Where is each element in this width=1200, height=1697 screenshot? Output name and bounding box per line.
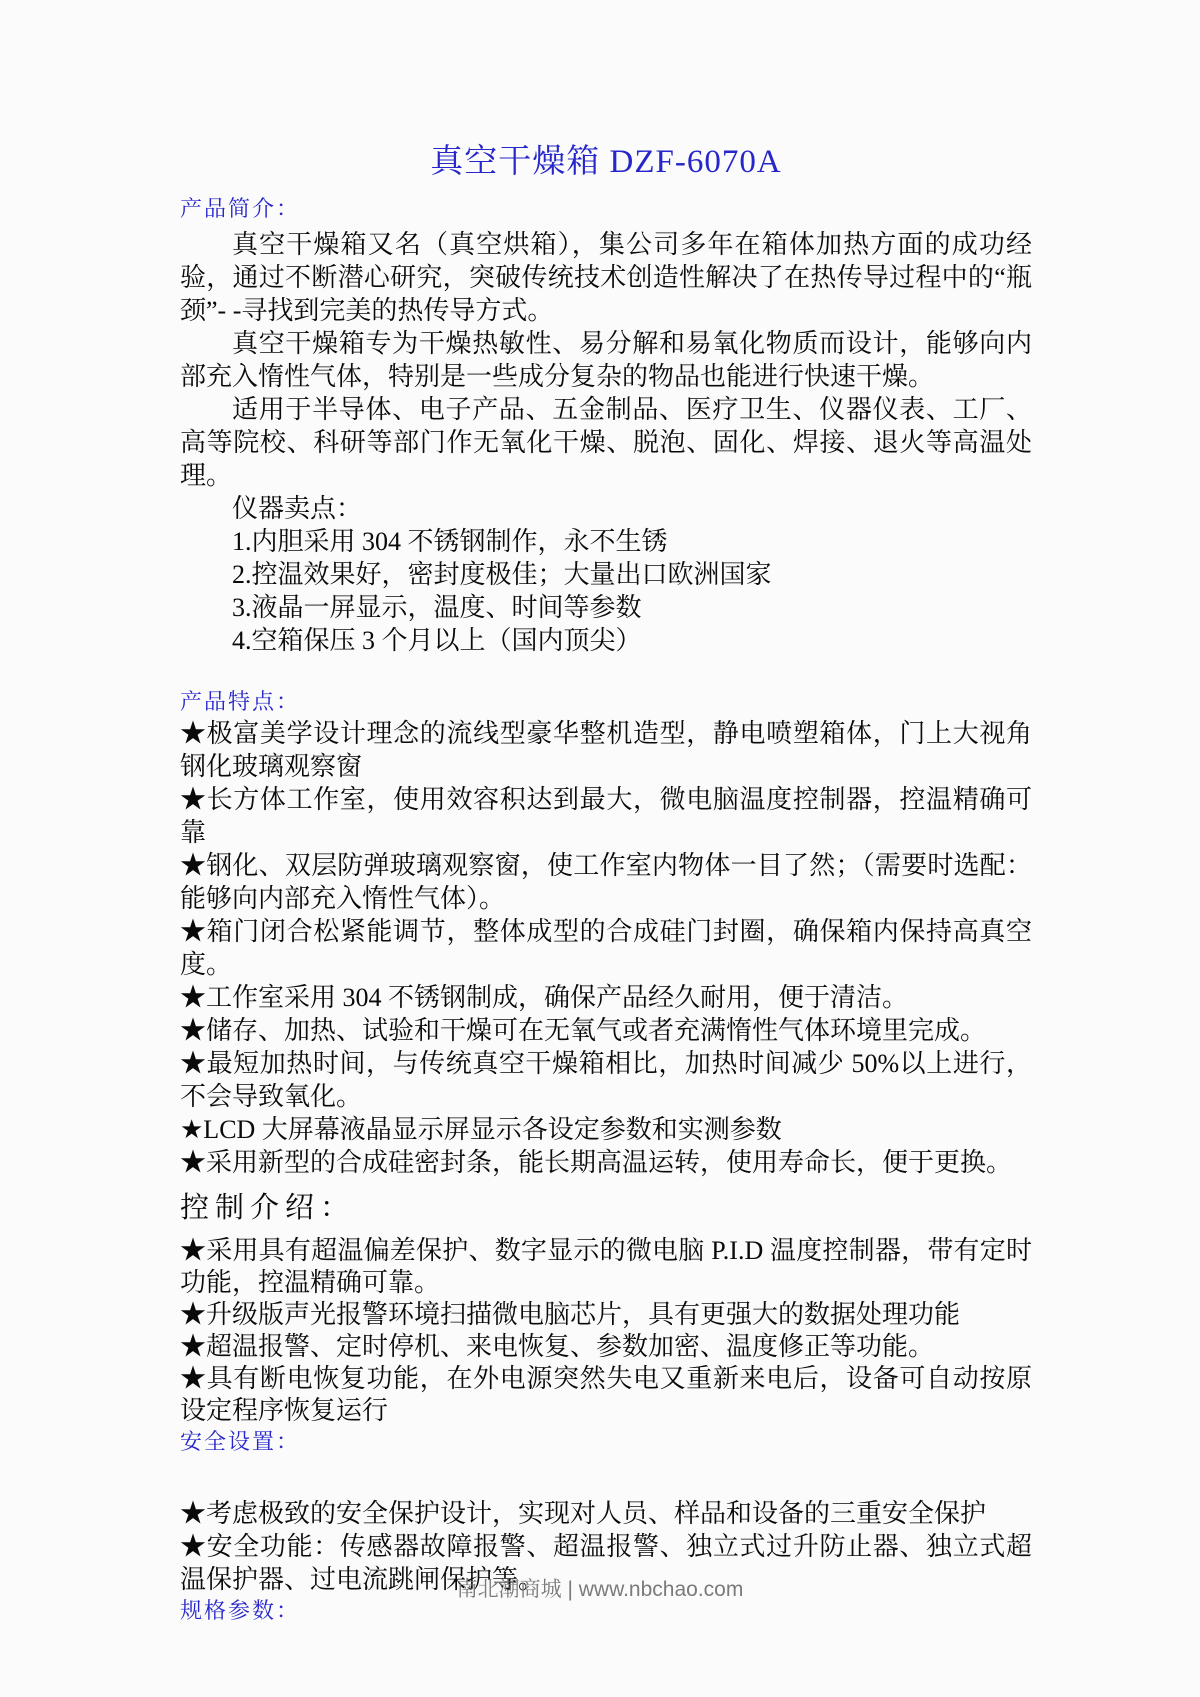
control-item: ★采用具有超温偏差保护、数字显示的微电脑 P.I.D 温度控制器，带有定时功能，控温精确可靠。 [180, 1236, 1032, 1297]
selling-point-item: 4.空箱保压 3 个月以上（国内顶尖） [232, 626, 642, 655]
control-section-heading: 控制介绍： [180, 1192, 356, 1224]
feature-item: ★长方体工作室，使用效容积达到最大，微电脑温度控制器，控温精确可靠 [180, 785, 1032, 847]
feature-item: ★储存、加热、试验和干燥可在无氧气或者充满惰性气体环境里完成。 [180, 1016, 987, 1045]
feature-item: ★极富美学设计理念的流线型豪华整机造型，静电喷塑箱体，门上大视角钢化玻璃观察窗 [180, 719, 1032, 781]
intro-paragraph: 适用于半导体、电子产品、五金制品、医疗卫生、仪器仪表、工厂、高等院校、科研等部门作无氧化干燥、脱泡、固化、焊接、退火等高温处理。 [180, 395, 1032, 490]
feature-item: ★钢化、双层防弹玻璃观察窗，使工作室内物体一目了然；（需要时选配：能够向内部充入惰性气体）。 [180, 851, 1032, 913]
intro-paragraph: 真空干燥箱专为干燥热敏性、易分解和易氧化物质而设计，能够向内部充入惰性气体，特别是一些成分复杂的物品也能进行快速干燥。 [180, 329, 1032, 391]
control-section [180, 1235, 1032, 1427]
selling-points-label: 仪器卖点： [232, 494, 363, 523]
feature-item: ★采用新型的合成硅密封条，能长期高温运转，使用寿命长，便于更换。 [180, 1148, 1013, 1177]
feature-item: ★工作室采用 304 不锈钢制成，确保产品经久耐用，便于清洁。 [180, 983, 909, 1012]
control-item: ★升级版声光报警环境扫描微电脑芯片，具有更强大的数据处理功能 [180, 1300, 961, 1329]
feature-item: ★箱门闭合松紧能调节，整体成型的合成硅门封圈，确保箱内保持高真空度。 [180, 917, 1032, 979]
safety-item: ★安全功能：传感器故障报警、超温报警、独立式过升防止器、独立式超温保护器、过电流跳闸保护等。 [180, 1532, 1032, 1594]
feature-item: ★最短加热时间，与传统真空干燥箱相比，加热时间减少 50%以上进行，不会导致氧化。 [180, 1049, 1032, 1111]
features-section [180, 717, 1032, 1179]
intro-paragraph: 真空干燥箱又名（真空烘箱），集公司多年在箱体加热方面的成功经验，通过不断潜心研究，突破传统技术创造性解决了在热传导过程中的“瓶颈”- -寻找到完美的热传导方式。 [180, 230, 1032, 325]
page-title: 真空干燥箱 DZF-6070A [430, 144, 782, 180]
safety-section-heading: 安全设置： [180, 1429, 301, 1454]
features-section-heading: 产品特点： [180, 689, 301, 714]
intro-section-heading: 产品简介： [180, 196, 301, 221]
selling-point-item: 1.内胆采用 304 不锈钢制作，永不生锈 [232, 527, 668, 556]
feature-item: ★LCD 大屏幕液晶显示屏显示各设定参数和实测参数 [180, 1115, 782, 1144]
intro-section [180, 228, 1032, 657]
document-content [180, 0, 1032, 1626]
selling-point-item: 3.液晶一屏显示，温度、时间等参数 [232, 593, 642, 622]
specs-section-heading: 规格参数： [180, 1598, 301, 1623]
footer-branding: 南北潮商城 | www.nbchao.com [456, 1578, 744, 1601]
control-item: ★超温报警、定时停机、来电恢复、参数加密、温度修正等功能。 [180, 1332, 935, 1361]
selling-point-item: 2.控温效果好，密封度极佳；大量出口欧洲国家 [232, 560, 772, 589]
control-item: ★具有断电恢复功能，在外电源突然失电又重新来电后，设备可自动按原设定程序恢复运行 [180, 1364, 1032, 1425]
safety-item: ★考虑极致的安全保护设计，实现对人员、样品和设备的三重安全保护 [180, 1499, 987, 1528]
